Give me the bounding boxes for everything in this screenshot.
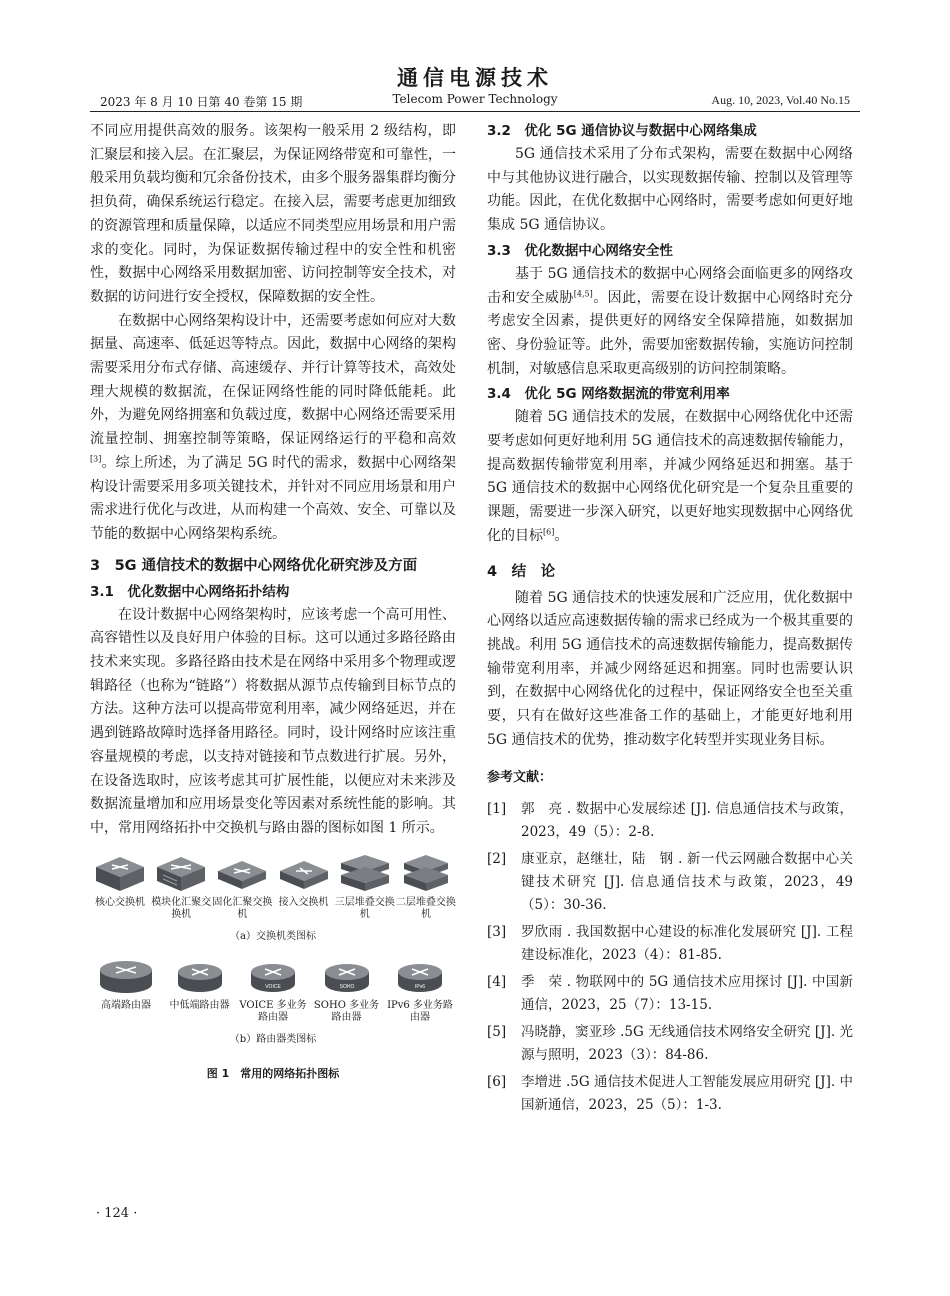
high-end-router-icon <box>96 958 156 996</box>
router-label: 中低端路由器 <box>169 1000 230 1012</box>
paragraph-security-text-a: 基于 5G 通信技术的数据中心网络会面临更多的网络攻击和安全威胁 <box>487 265 853 306</box>
issue-info-en: Aug. 10, 2023, Vol.40 No.15 <box>711 93 850 107</box>
switch-label: 接入交换机 <box>278 896 329 908</box>
journal-title-cn: 通信电源技术 <box>397 65 553 90</box>
ipv6-tag: IPv6 <box>414 984 426 991</box>
reference-number: [1] <box>487 801 507 818</box>
core-switch-icon <box>92 853 148 893</box>
paragraph-design <box>90 310 456 547</box>
switch-l2-stack <box>396 853 456 921</box>
access-switch-icon <box>276 853 332 893</box>
header-rule <box>90 111 860 112</box>
right-column <box>487 120 853 1121</box>
fixed-switch-icon <box>214 853 270 893</box>
reference-number: [2] <box>487 851 507 868</box>
switch-label: 二层堆叠交换机 <box>395 896 456 920</box>
paragraph-design-text-b: 。综上所述，为了满足 5G 时代的需求，数据中心网络架构设计需要采用多项关键技术，并针对不同应用场景和用户需求进行优化与改进，从而构建一个高效、安全、可靠以及节能的数据中心网络架构系统。 <box>90 454 456 542</box>
switch-modular <box>151 853 211 921</box>
section-3-2-heading: 3.2 优化 5G 通信协议与数据中心网络集成 <box>487 123 757 139</box>
reference-text: 李增进 .5G 通信技术促进人工智能发展应用研究 [J]. 中国新通信，2023，25（5）：1-3. <box>521 1074 853 1114</box>
router-label: IPv6 多业务路由器 <box>387 1000 453 1024</box>
reference-item <box>487 848 853 917</box>
router-voice <box>237 958 309 1024</box>
references-heading: 参考文献： <box>487 770 553 786</box>
router-soho <box>311 958 383 1024</box>
paragraph-bandwidth-text-b: 。 <box>554 527 569 544</box>
switch-label: 模块化汇聚交换机 <box>151 896 212 920</box>
voice-router-icon <box>243 958 303 996</box>
section-4-heading: 4 结 论 <box>487 563 556 580</box>
router-mid-low <box>164 958 236 1024</box>
reference-item <box>487 1021 853 1067</box>
reference-text: 康亚京，赵继壮，陆 钢 . 新一代云网融合数据中心关键技术研究 [J]. 信息通信技术与政策，2023，49（5）：30-36. <box>521 851 853 914</box>
router-label: SOHO 多业务路由器 <box>313 1000 380 1024</box>
citation-3: [3] <box>90 454 102 464</box>
switch-l3-stack <box>335 853 395 921</box>
paragraph-bandwidth-text-a: 随着 5G 通信技术的发展，在数据中心网络优化中还需要考虑如何更好地利用 5G 通信技术的高速数据传输能力，提高数据传输带宽利用率，并减少网络延迟和拥塞。基于 5G 通信技术的数据中心网络优化研究是一个复杂且重要的课题，需要进一步深入研究，以更好地实现数据中心网络优化的目标 <box>487 409 853 544</box>
reference-text: 冯晓静，窦亚珍 .5G 无线通信技术网络安全研究 [J]. 光源与照明，2023（3）：84-86. <box>521 1024 853 1064</box>
journal-title-en: Telecom Power Technology <box>392 92 558 106</box>
reference-number: [4] <box>487 974 507 991</box>
reference-text: 季 荣 . 物联网中的 5G 通信技术应用探讨 [J]. 中国新通信，2023，25（7）：13-15. <box>521 974 853 1014</box>
reference-number: [3] <box>487 924 507 941</box>
switch-label: 固化汇聚交换机 <box>212 896 273 920</box>
reference-item <box>487 921 853 967</box>
switch-label: 核心交换机 <box>95 896 145 908</box>
ipv6-router-icon <box>390 958 450 996</box>
soho-router-icon <box>317 958 377 996</box>
reference-item <box>487 798 853 844</box>
figure-1 <box>90 853 456 1086</box>
section-3-3-heading: 3.3 优化数据中心网络安全性 <box>487 242 673 259</box>
modular-switch-icon <box>153 853 209 893</box>
router-label: VOICE 多业务路由器 <box>239 1000 307 1024</box>
paragraph-protocol: 5G 通信技术采用了分布式架构，需要在数据中心网络中与其他协议进行融合，以实现数据传输、控制以及管理等功能。因此，在优化数据中心网络时，需要考虑如何更好地集成 5G 通信协议。 <box>487 146 853 234</box>
reference-text: 郭 亮 . 数据中心发展综述 [J]. 信息通信技术与政策，2023，49（5）：2-8. <box>521 801 853 841</box>
citation-4-5: [4,5] <box>573 288 593 298</box>
switch-core <box>90 853 150 921</box>
reference-number: [6] <box>487 1074 507 1091</box>
section-3-heading: 3 5G 通信技术的数据中心网络优化研究涉及方面 <box>90 557 418 574</box>
soho-tag: SOHO <box>339 984 354 991</box>
left-column <box>90 120 456 1086</box>
voice-tag: VOICE <box>265 984 281 991</box>
reference-list <box>487 798 853 1117</box>
paragraph-security <box>487 263 853 382</box>
paragraph-design-text-a: 在数据中心网络架构设计中，还需要考虑如何应对大数据量、高速率、低延迟等特点。因此，数据中心网络的架构需要采用分布式存储、高速缓存、并行计算等技术，高效处理大规模的数据流，在保证网络性能的同时降低能耗。此外，为避免网络拥塞和负载过度，数据中心网络还需要采用流量控制、拥塞控制等策略，保证网络运行的平稳和高效 <box>90 312 456 448</box>
reference-item <box>487 971 853 1017</box>
citation-6: [6] <box>543 527 555 537</box>
page-number: · 124 · <box>96 1206 138 1221</box>
paragraph-conclusion: 随着 5G 通信技术的快速发展和广泛应用，优化数据中心网络以适应高速数据传输的需求已经成为一个极其重要的挑战。利用 5G 通信技术的高速数据传输能力，提高数据传输带宽利用率，并减少网络延迟和拥塞。同时也需要认识到，在数据中心网络优化的过程中，保证网络安全也至关重要，只有在做好这些准备工作的基础上，才能更好地利用 5G 通信技术的优势，推动数字化转型并实现业务目标。 <box>487 589 853 748</box>
switch-fixed <box>212 853 272 921</box>
router-label: 高端路由器 <box>101 1000 151 1012</box>
switch-access <box>274 853 334 921</box>
l2-stack-switch-icon <box>398 853 454 893</box>
issue-info-cn: 2023 年 8 月 10 日第 40 卷第 15 期 <box>100 95 303 109</box>
figure-subcaption-a: （a）交换机类图标 <box>230 930 316 942</box>
section-3-4-heading: 3.4 优化 5G 网络数据流的带宽利用率 <box>487 386 730 403</box>
switch-label: 三层堆叠交换机 <box>334 896 395 920</box>
router-ipv6 <box>384 958 456 1024</box>
reference-text: 罗欣雨 . 我国数据中心建设的标准化发展研究 [J]. 工程建设标准化，2023（4）：81-85. <box>521 924 853 964</box>
section-3-1-heading: 3.1 优化数据中心网络拓扑结构 <box>90 583 290 600</box>
reference-number: [5] <box>487 1024 507 1041</box>
router-icon-row <box>90 958 456 1024</box>
figure-subcaption-b: （b）路由器类图标 <box>229 1034 317 1046</box>
figure-caption: 图 1 常用的网络拓扑图标 <box>206 1067 340 1081</box>
reference-item <box>487 1071 853 1117</box>
mid-low-router-icon <box>170 958 230 996</box>
page-header <box>90 62 860 112</box>
switch-icon-row <box>90 853 456 921</box>
paragraph-topology: 在设计数据中心网络架构时，应该考虑一个高可用性、高容错性以及良好用户体验的目标。这可以通过多路径路由技术来实现。多路径路由技术是在网络中采用多个物理或逻辑路径（也称为“链路”）将数据从源节点传输到目标节点的方法。这种方法可以提高带宽利用率，减少网络延迟，并在遇到链路故障时选择备用路径。同时，设计网络时应该注重容量规模的考虑，以支持对链接和节点数进行扩展。另外，在设备选取时，应该考虑其可扩展性能，以便应对未来涉及数据流量增加和应用场景变化等因素对系统性能的影响。其中，常用网络拓扑中交换机与路由器的图标如图 1 所示。 <box>90 606 456 836</box>
paragraph-bandwidth <box>487 406 853 548</box>
router-high-end <box>90 958 162 1024</box>
l3-stack-switch-icon <box>337 853 393 893</box>
paragraph-security-text-b: 。因此，需要在设计数据中心网络时充分考虑安全因素，提供更好的网络安全保障措施，如数据加密、身份验证等。此外，需要加密数据传输，实施访问控制机制，对敏感信息采取更高级别的访问控制策略。 <box>487 289 854 377</box>
paragraph-architecture: 不同应用提供高效的服务。该架构一般采用 2 级结构，即汇聚层和接入层。在汇聚层，为保证网络带宽和可靠性，一般采用负载均衡和冗余备份技术，由多个服务器集群均衡分担负荷，确保系统运行稳定。在接入层，需要考虑更加细致的资源管理和质量保障，以适应不同类型应用场景和用户需求的变化。同时，为保证数据传输过程中的安全性和机密性，数据中心网络采用数据加密、访问控制等安全技术，对数据的访问进行安全授权，保障数据的安全性。 <box>90 123 456 305</box>
